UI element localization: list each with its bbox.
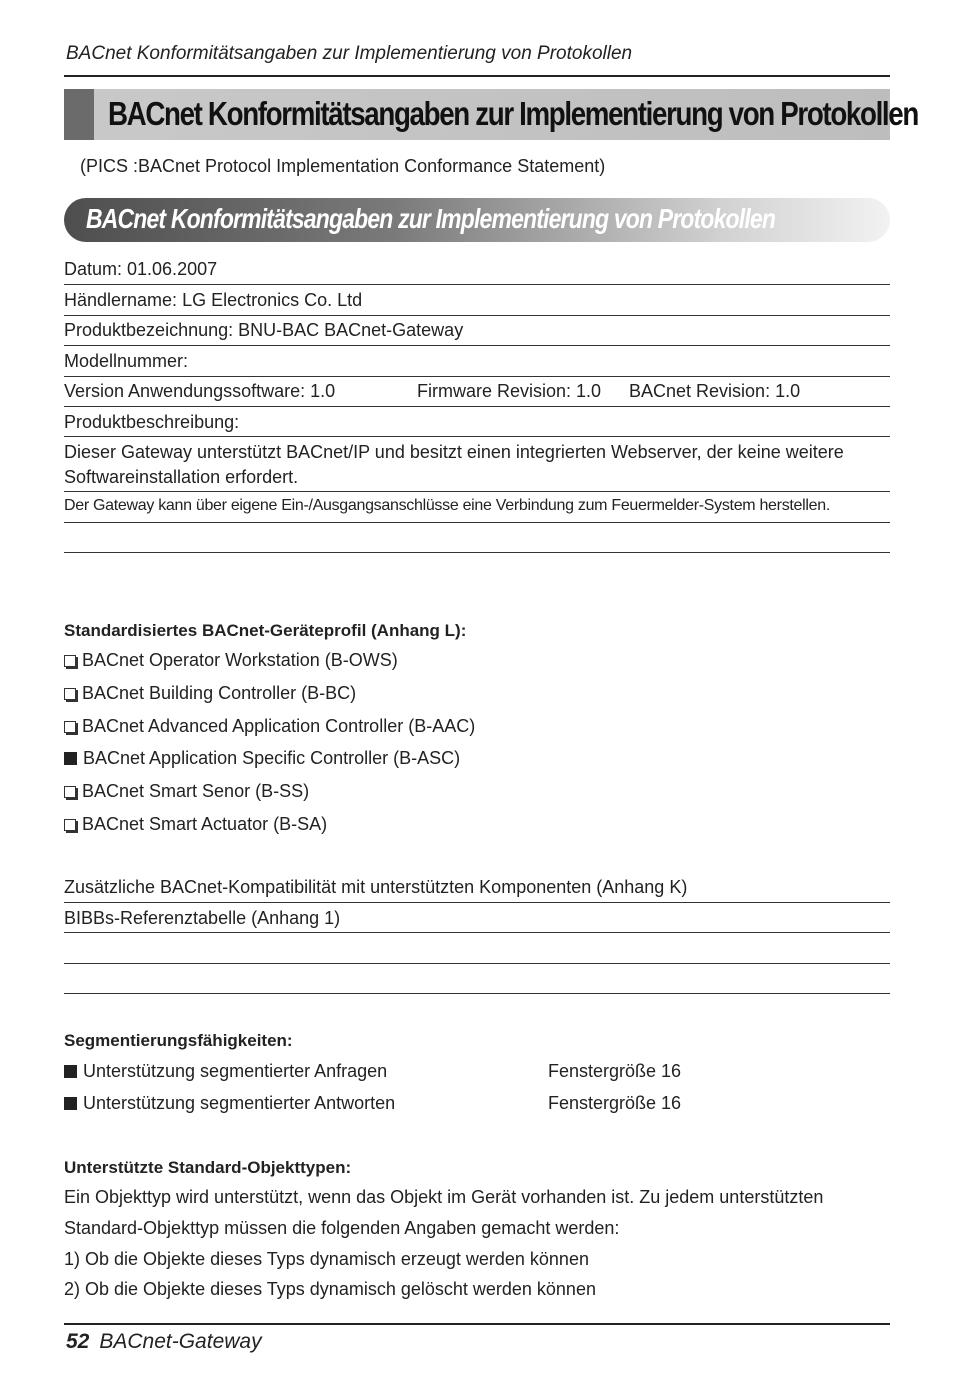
- objects-point1: 1) Ob die Objekte dieses Typs dynamisch erzeugt werden können: [64, 1249, 589, 1269]
- section-title: BACnet Konformitätsangaben zur Implementierung von Protokollen: [86, 203, 776, 234]
- profile-item: BACnet Building Controller (B-BC): [64, 683, 356, 704]
- main-title: BACnet Konformitätsangaben zur Implementierung von Protokollen: [108, 95, 918, 132]
- objects-paragraph-line1: Ein Objekttyp wird unterstützt, wenn das Objekt im Gerät vorhanden ist. Zu jedem unterstützten: [64, 1187, 824, 1207]
- segmentation-window-size: Fenstergröße 16: [548, 1093, 682, 1113]
- checkbox-checked-icon: [64, 752, 77, 765]
- table-rule: [64, 552, 890, 553]
- table-rule: [64, 406, 890, 407]
- compat-line2: BIBBs-Referenztabelle (Anhang 1): [64, 908, 341, 928]
- table-rule: [64, 491, 890, 492]
- profile-item: BACnet Smart Actuator (B-SA): [64, 814, 327, 835]
- footer-label: BACnet-Gateway: [99, 1330, 262, 1353]
- info-description-line1: Dieser Gateway unterstützt BACnet/IP und besitzt einen integrierten Webserver, der keine weitere: [64, 442, 844, 462]
- table-rule: [64, 902, 890, 903]
- info-vendor: Händlername: LG Electronics Co. Ltd: [64, 290, 363, 310]
- header-rule: [64, 75, 890, 77]
- objects-paragraph-line2: Standard-Objekttyp müssen die folgenden Angaben gemacht werden:: [64, 1218, 620, 1238]
- page-footer: [66, 1330, 262, 1354]
- section-title-pill: [64, 198, 890, 242]
- info-firmware: Firmware Revision: 1.0: [417, 381, 602, 401]
- info-bacnet-revision: BACnet Revision: 1.0: [629, 381, 801, 401]
- checkbox-unchecked-icon: [64, 721, 76, 733]
- info-description-line3: Der Gateway kann über eigene Ein-/Ausgangsanschlüsse eine Verbindung zum Feuermelder-System herstellen.: [64, 497, 830, 514]
- segmentation-item: Unterstützung segmentierter Antworten: [64, 1093, 395, 1114]
- segmentation-heading: Segmentierungsfähigkeiten:: [64, 1031, 293, 1050]
- checkbox-unchecked-icon: [64, 688, 76, 700]
- objects-point2: 2) Ob die Objekte dieses Typs dynamisch gelöscht werden können: [64, 1279, 596, 1299]
- segmentation-item: Unterstützung segmentierter Anfragen: [64, 1061, 387, 1082]
- checkbox-checked-icon: [64, 1097, 77, 1110]
- profile-item: BACnet Operator Workstation (B-OWS): [64, 650, 398, 671]
- info-app-version: Version Anwendungssoftware: 1.0: [64, 381, 336, 401]
- checkbox-unchecked-icon: [64, 819, 76, 831]
- footer-rule: [64, 1323, 890, 1325]
- table-rule: [64, 993, 890, 994]
- table-rule: [64, 376, 890, 377]
- info-description-label: Produktbeschreibung:: [64, 412, 240, 432]
- table-rule: [64, 522, 890, 523]
- table-rule: [64, 932, 890, 933]
- profile-heading: Standardisiertes BACnet-Geräteprofil (Anhang L):: [64, 621, 467, 640]
- info-product-name: Produktbezeichnung: BNU-BAC BACnet-Gateway: [64, 320, 464, 340]
- info-description-line2: Softwareinstallation erfordert.: [64, 467, 299, 487]
- segmentation-window-size: Fenstergröße 16: [548, 1061, 682, 1081]
- pics-note: (PICS :BACnet Protocol Implementation Conformance Statement): [80, 156, 606, 176]
- compat-line1: Zusätzliche BACnet-Kompatibilität mit unterstützten Komponenten (Anhang K): [64, 877, 688, 897]
- page-number: 52: [66, 1330, 90, 1353]
- profile-item: BACnet Application Specific Controller (B-ASC): [64, 748, 460, 769]
- profile-item: BACnet Advanced Application Controller (B-AAC): [64, 716, 475, 737]
- running-header: BACnet Konformitätsangaben zur Implementierung von Protokollen: [66, 43, 633, 64]
- objects-heading: Unterstützte Standard-Objekttypen:: [64, 1158, 352, 1177]
- checkbox-checked-icon: [64, 1065, 77, 1078]
- table-rule: [64, 284, 890, 285]
- table-rule: [64, 345, 890, 346]
- checkbox-unchecked-icon: [64, 655, 76, 667]
- table-rule: [64, 436, 890, 437]
- main-title-band: [64, 89, 918, 140]
- title-marker-square: [64, 89, 94, 140]
- checkbox-unchecked-icon: [64, 786, 76, 798]
- table-rule: [64, 315, 890, 316]
- table-rule: [64, 963, 890, 964]
- info-date: Datum: 01.06.2007: [64, 259, 218, 279]
- info-model-number: Modellnummer:: [64, 351, 189, 371]
- profile-item: BACnet Smart Senor (B-SS): [64, 781, 309, 802]
